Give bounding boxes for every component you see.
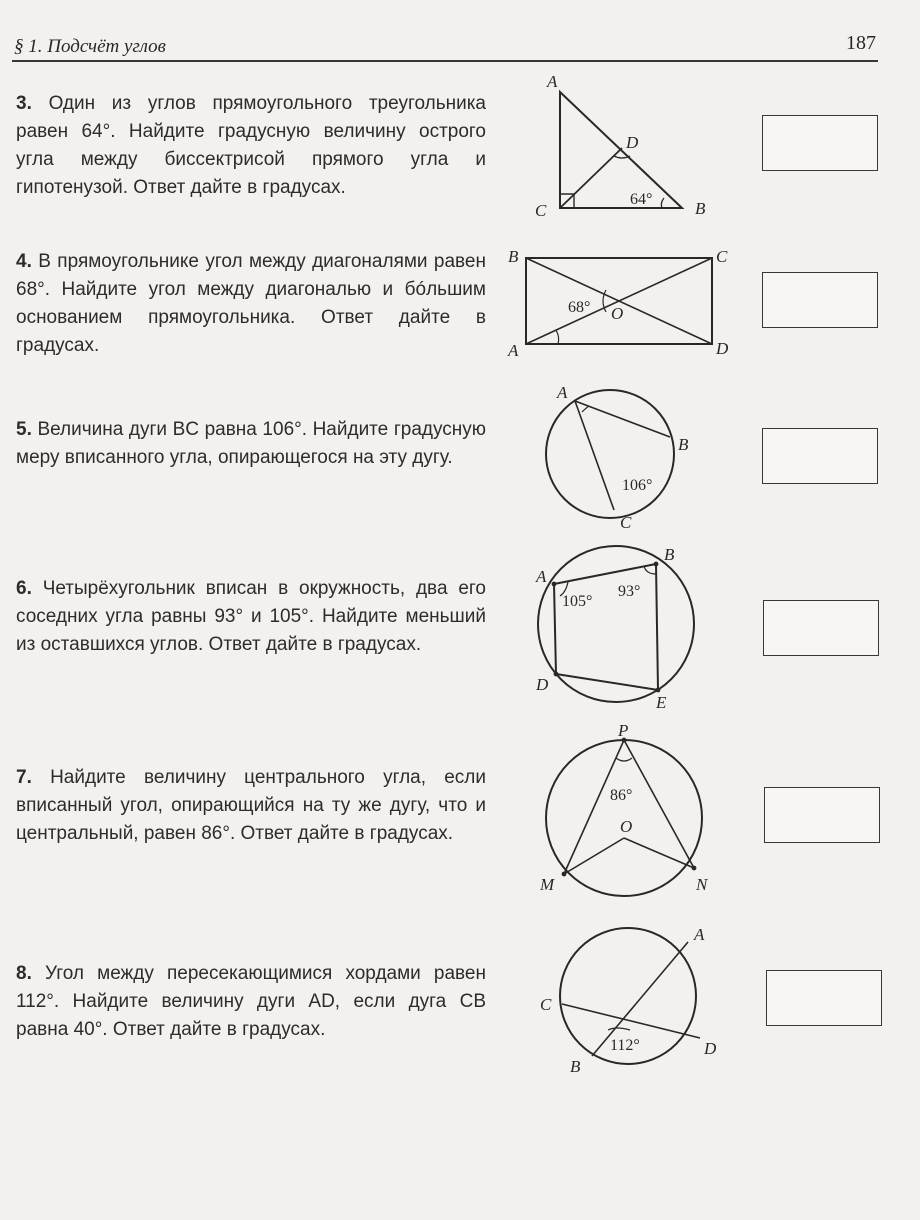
angle-label: 86° <box>610 787 633 804</box>
figure-inscribed-quadrilateral <box>520 540 720 710</box>
circle-shape <box>538 546 694 702</box>
vertex-label-b: B <box>678 435 689 454</box>
figure-central-angle <box>526 722 726 902</box>
vertex-label-a: A <box>557 383 568 402</box>
vertex-label-a: A <box>547 72 558 91</box>
vertex-label-n: N <box>696 875 708 894</box>
answer-box-8[interactable] <box>766 970 882 1026</box>
vertex-label-p: P <box>618 721 629 740</box>
problem-text: Величина дуги BC равна 106°. Найдите градусную меру вписанного угла, опирающегося на эту дугу. <box>16 419 486 468</box>
answer-box-4[interactable] <box>762 272 878 328</box>
figure-right-triangle <box>520 70 720 230</box>
answer-box-7[interactable] <box>764 787 880 843</box>
vertex-label-d: D <box>716 339 729 358</box>
figure-inscribed-angle <box>530 384 710 534</box>
radius-om <box>564 838 624 874</box>
angle-arc-b <box>661 198 664 208</box>
vertex-dot-a <box>552 582 557 587</box>
vertex-label-a: A <box>694 925 705 944</box>
vertex-label-b: B <box>508 247 519 266</box>
chord-pn <box>624 740 694 868</box>
header-rule <box>12 60 878 62</box>
vertex-label-a: A <box>536 567 547 586</box>
vertex-label-d: D <box>626 133 639 152</box>
vertex-label-c: C <box>716 247 728 266</box>
problem-number: 7. <box>16 767 32 788</box>
vertex-label-b: B <box>695 199 706 218</box>
problem-number: 3. <box>16 93 32 114</box>
angle-arc-a <box>556 330 559 344</box>
vertex-dot-b <box>654 562 659 567</box>
center-label-o: O <box>620 817 633 836</box>
center-label-o: O <box>611 304 624 323</box>
problem-text: В прямоугольнике угол между диагоналями равен 68°. Найдите угол между диагональю и бóльшим основанием прямоугольника. Ответ дайте в градусах. <box>16 251 486 356</box>
answer-box-5[interactable] <box>762 428 878 484</box>
vertex-label-m: M <box>540 875 555 894</box>
problem-8 <box>16 960 486 1044</box>
chord-ac <box>575 401 614 510</box>
vertex-label-c: C <box>535 201 547 220</box>
vertex-label-d: D <box>536 675 549 694</box>
angle-arc-p <box>616 758 632 761</box>
angle-label: 68° <box>568 299 591 316</box>
bisector-line <box>560 148 622 208</box>
vertex-dot-d <box>554 672 559 677</box>
figure-intersecting-chords <box>536 920 736 1080</box>
angle-arc-intersection <box>608 1028 630 1030</box>
angle-arc-b <box>644 566 656 574</box>
page-number: 187 <box>846 32 876 54</box>
vertex-label-c: C <box>540 995 552 1014</box>
section-header: § 1. Подсчёт углов <box>14 36 166 57</box>
figure-rectangle <box>500 244 740 360</box>
quadrilateral-shape <box>554 564 658 690</box>
vertex-label-b: B <box>570 1057 581 1076</box>
problem-text: Угол между пересекающимися хордами равен 112°. Найдите величину дуги AD, если дуга CB равна 40°. Ответ дайте в градусах. <box>16 963 486 1040</box>
angle-label: 112° <box>610 1037 640 1054</box>
problem-7 <box>16 764 486 848</box>
point-m <box>562 872 567 877</box>
vertex-label-e: E <box>656 693 667 712</box>
angle-label-a: 105° <box>562 593 593 610</box>
problem-number: 8. <box>16 963 32 984</box>
problem-text: Один из углов прямоугольного треугольника равен 64°. Найдите градусную величину острого угла между биссектрисой прямого угла и гипотенузой. Ответ дайте в градусах. <box>16 93 486 198</box>
vertex-label-c: C <box>620 513 632 532</box>
angle-arc-a <box>582 406 589 412</box>
problem-text: Найдите величину центрального угла, если вписанный угол, опирающийся на ту же дугу, что и центральный, равен 86°. Ответ дайте в градусах. <box>16 767 486 844</box>
problem-5 <box>16 416 486 472</box>
angle-label: 64° <box>630 191 653 208</box>
answer-box-6[interactable] <box>763 600 879 656</box>
vertex-label-a: A <box>508 341 519 360</box>
point-n <box>692 866 697 871</box>
vertex-label-b: B <box>664 545 675 564</box>
vertex-label-d: D <box>704 1039 717 1058</box>
problem-number: 5. <box>16 419 32 440</box>
vertex-dot-e <box>656 688 661 693</box>
answer-box-3[interactable] <box>762 115 878 171</box>
problem-4 <box>16 248 486 360</box>
problem-6 <box>16 575 486 659</box>
radius-on <box>624 838 694 868</box>
angle-label-b: 93° <box>618 583 641 600</box>
arc-label: 106° <box>622 477 653 494</box>
problem-3 <box>16 90 486 202</box>
problem-text: Четырёхугольник вписан в окружность, два его соседних угла равны 93° и 105°. Найдите меньший из оставшихся углов. Ответ дайте в градусах. <box>16 578 486 655</box>
problem-number: 6. <box>16 578 32 599</box>
problem-number: 4. <box>16 251 32 272</box>
chord-ab <box>592 942 688 1056</box>
